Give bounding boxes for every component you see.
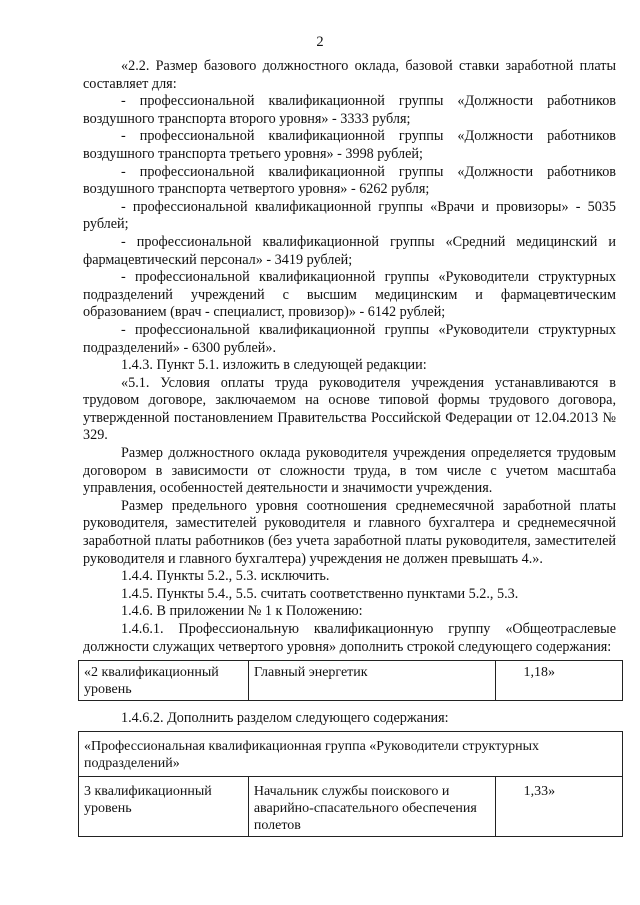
table-cell-position: Начальник службы поискового и аварийно-спасательного обеспечения полетов: [248, 776, 495, 836]
paragraph-salary-size: Размер должностного оклада руководителя учреждения определяется трудовым договором в зависимости от сложности труда, в том числе с учетом масштаба управления, особенностей деятельности и значимости учреждения.: [83, 445, 616, 497]
paragraph-group-air-4: - профессиональной квалификационной группы «Должности работников воздушного транспорта четвертого уровня» - 6262 рубля;: [83, 163, 616, 198]
paragraph-2-2-intro: «2.2. Размер базового должностного оклада, базовой ставки заработной платы составляет для:: [83, 58, 616, 92]
paragraph-1-4-6-2: 1.4.6.2. Дополнить разделом следующего содержания:: [121, 710, 449, 727]
document-body: [83, 58, 616, 837]
table-cell-position: Главный энергетик: [248, 661, 495, 701]
paragraph-1-4-6-1: 1.4.6.1. Профессиональную квалификационную группу «Общеотраслевые должности служащих четвертого уровня» дополнить строкой следующего содержания:: [83, 621, 616, 655]
table-group-header: «Профессиональная квалификационная группа «Руководители структурных подразделений»: [79, 731, 623, 776]
table-row: [79, 661, 623, 701]
table-row: [79, 776, 623, 836]
table-cell-coef: 1,33»: [495, 776, 622, 836]
table-header-row: [79, 731, 623, 776]
paragraph-group-medical-heads: - профессиональной квалификационной группы «Руководители структурных подразделений учреждений с высшим медицинским и фармацевтическим образованием (врач - специалист, провизор)» - 6142 рублей;: [83, 269, 616, 321]
paragraph-salary-ratio: Размер предельного уровня соотношения среднемесячной заработной платы руководителя, заместителей руководителя и главного бухгалтера и среднемесячной заработной платы работников (без учета заработной платы руководителя, заместителей руководителя и главного бухгалтера) учреждения не должен превышать 4.».: [83, 497, 616, 567]
table-general-positions: [78, 660, 623, 701]
paragraph-1-4-3: 1.4.3. Пункт 5.1. изложить в следующей редакции:: [121, 357, 427, 374]
paragraph-1-4-6: 1.4.6. В приложении № 1 к Положению:: [121, 603, 363, 620]
table-cell-level: «2 квалификационный уровень: [79, 661, 249, 701]
page-number: 2: [316, 34, 324, 50]
paragraph-group-medical-staff: - профессиональной квалификационной группы «Средний медицинский и фармацевтический персонал» - 3419 рублей;: [83, 233, 616, 268]
paragraph-5-1: «5.1. Условия оплаты труда руководителя учреждения устанавливаются в трудовом договоре, заключаемом на основе типовой формы трудового договора, утвержденной постановлением Правительства Российской Федерации от 12.04.2013 № 329.: [83, 374, 616, 444]
table-cell-level: 3 квалификационный уровень: [79, 776, 249, 836]
paragraph-group-heads: - профессиональной квалификационной группы «Руководители структурных подразделений» - 6300 рублей».: [83, 321, 616, 356]
paragraph-1-4-4: 1.4.4. Пункты 5.2., 5.3. исключить.: [121, 568, 330, 585]
paragraph-group-doctors: - профессиональной квалификационной группы «Врачи и провизоры» - 5035 рублей;: [83, 198, 616, 233]
paragraph-group-air-2: - профессиональной квалификационной группы «Должности работников воздушного транспорта второго уровня» - 3333 рубля;: [83, 93, 616, 127]
paragraph-group-air-3: - профессиональной квалификационной группы «Должности работников воздушного транспорта третьего уровня» - 3998 рублей;: [83, 128, 616, 162]
table-cell-coef: 1,18»: [495, 661, 622, 701]
table-heads-section: [78, 731, 623, 837]
paragraph-1-4-5: 1.4.5. Пункты 5.4., 5.5. считать соответственно пунктами 5.2., 5.3.: [121, 585, 519, 602]
